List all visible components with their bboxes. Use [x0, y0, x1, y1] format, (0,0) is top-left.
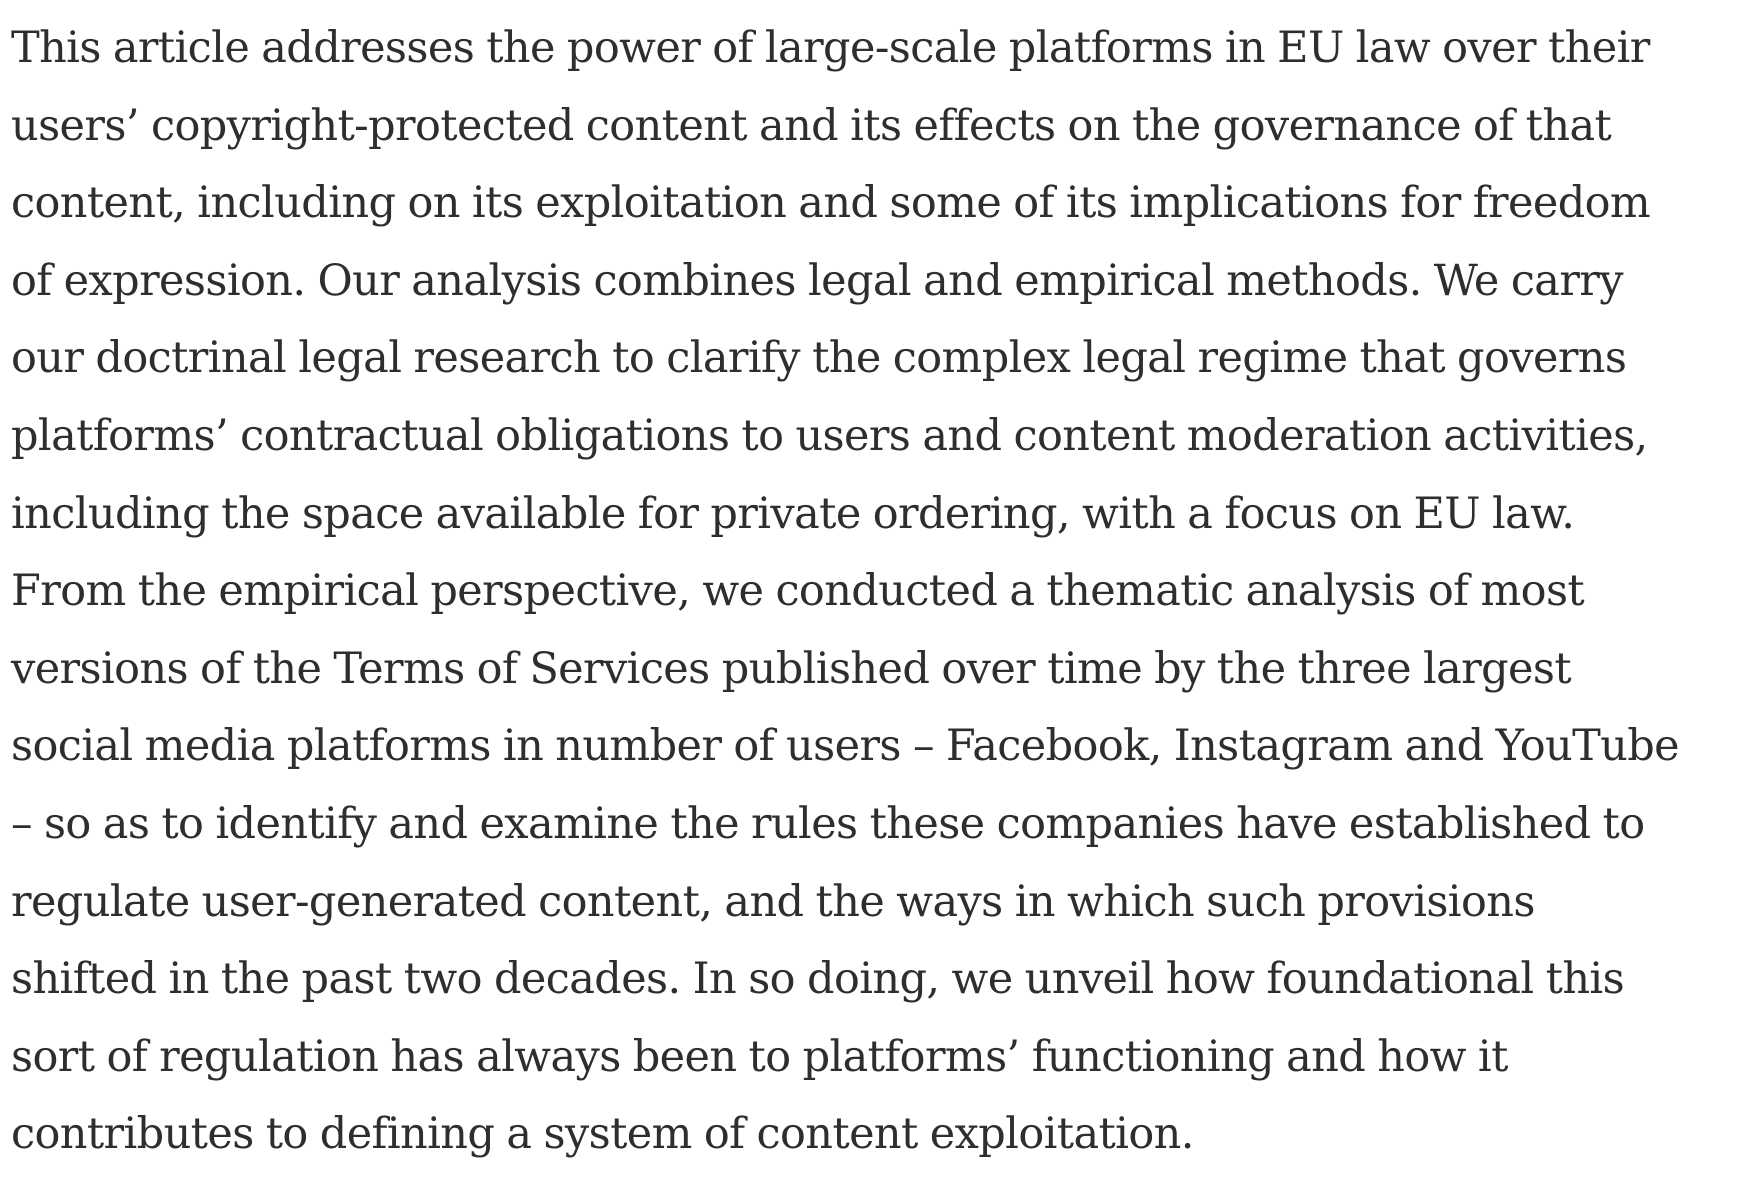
abstract-paragraph — [11, 10, 1756, 1174]
abstract-line: – so as to identify and examine the rules these companies have established to — [11, 798, 1645, 849]
abstract-line: including the space available for private ordering, with a focus on EU law. — [11, 488, 1575, 539]
abstract-line: versions of the Terms of Services published over time by the three largest — [11, 643, 1572, 694]
abstract-line: social media platforms in number of users – Facebook, Instagram and YouTube — [11, 721, 1680, 772]
abstract-line: content, including on its exploitation and some of its implications for freedom — [11, 178, 1651, 229]
abstract-line: From the empirical perspective, we conducted a thematic analysis of most — [11, 566, 1585, 617]
abstract-line: sort of regulation has always been to platforms’ functioning and how it — [11, 1031, 1508, 1082]
abstract-line: of expression. Our analysis combines legal and empirical methods. We carry — [11, 255, 1623, 306]
abstract-line: This article addresses the power of large-scale platforms in EU law over their — [11, 23, 1650, 73]
abstract-line: our doctrinal legal research to clarify the complex legal regime that governs — [11, 333, 1627, 384]
abstract-line: users’ copyright-protected content and its effects on the governance of that — [11, 100, 1612, 151]
abstract-line: contributes to defining a system of content exploitation. — [11, 1109, 1194, 1160]
abstract-line: shifted in the past two decades. In so doing, we unveil how foundational this — [11, 954, 1625, 1005]
abstract-line: platforms’ contractual obligations to users and content moderation activities, — [11, 410, 1648, 461]
abstract-line: regulate user-generated content, and the ways in which such provisions — [11, 876, 1535, 927]
